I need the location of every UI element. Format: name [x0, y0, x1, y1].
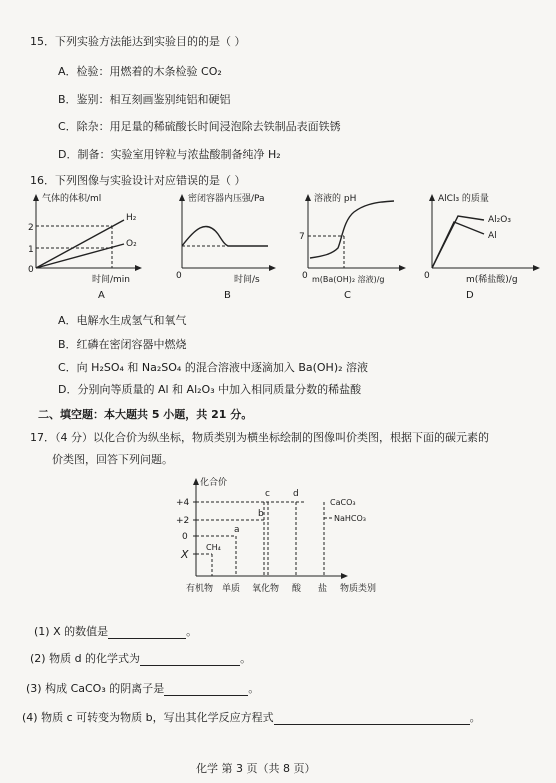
q17-category-salt: 盐 — [318, 584, 328, 594]
graph-a-h2-line — [36, 220, 124, 268]
q16-graph-d — [420, 190, 546, 302]
q17-point-d: d — [293, 489, 299, 499]
graph-d-origin: 0 — [424, 271, 430, 281]
graph-a-o2-line — [36, 244, 124, 268]
graph-b-xlabel: 时间/s — [234, 275, 260, 285]
q17-xlabel: 物质类别 — [340, 584, 377, 594]
graph-d-al-label: Al — [488, 231, 497, 241]
section-fill-in-title: 二、填空题：本大题共 5 小题，共 21 分。 — [38, 408, 253, 421]
q17-sub-3 — [26, 680, 259, 696]
q17-sub-1-blank[interactable] — [108, 626, 186, 639]
q17-sub-4 — [22, 709, 481, 725]
graph-c-ylabel: 溶液的 pH — [314, 194, 357, 204]
q16-option-c: C．向 H₂SO₄ 和 Na₂SO₄ 的混合溶液中逐滴加入 Ba(OH)₂ 溶液 — [58, 361, 369, 374]
graph-c-ph-curve — [310, 201, 394, 258]
q17-valence-class-chart — [168, 474, 390, 598]
graph-c-origin: 0 — [302, 271, 308, 281]
q17-sub-2-blank[interactable] — [140, 653, 240, 666]
page-footer: 化学 第 3 页（共 8 页） — [196, 762, 316, 775]
q17-point-b: b — [258, 509, 264, 519]
graph-a-tick-2: 2 — [28, 223, 34, 233]
q17-stem-line2: 价类图，回答下列问题。 — [52, 453, 173, 466]
q16-option-b: B．红磷在密闭容器中燃烧 — [58, 338, 187, 351]
q17-sub-2-text: (2) 物质 d 的化学式为 — [30, 652, 141, 665]
q16-option-d: D．分别向等质量的 Al 和 Al₂O₃ 中加入相同质量分数的稀盐酸 — [58, 383, 362, 396]
graph-c-label: C — [344, 290, 351, 301]
graph-b-pressure-curve — [182, 226, 268, 246]
graph-c-tick-7: 7 — [299, 232, 305, 242]
q17-ytick-plus2: +2 — [176, 516, 190, 526]
q16-graph-b — [172, 190, 290, 302]
graph-a-ylabel: 气体的体积/ml — [42, 194, 102, 204]
q17-category-element: 单质 — [222, 584, 241, 594]
graph-b-origin: 0 — [176, 271, 182, 281]
graph-a-xlabel: 时间/min — [92, 275, 131, 285]
q17-sub-1-text: (1) X 的数值是 — [34, 625, 109, 638]
graph-a-o2-label: O₂ — [126, 239, 137, 249]
q17-category-oxide: 氧化物 — [252, 584, 280, 594]
graph-a-h2-label: H₂ — [126, 213, 137, 223]
q17-sub-4-end: 。 — [469, 711, 481, 724]
q17-point-c: c — [265, 489, 270, 499]
graph-a-tick-0: 0 — [28, 265, 34, 275]
graph-c-xlabel: m(Ba(OH)₂ 溶液)/g — [312, 275, 385, 284]
q15-option-c: C．除杂：用足量的稀硫酸长时间浸泡除去铁制品表面铁锈 — [58, 120, 341, 133]
q17-sub-4-blank[interactable] — [274, 712, 470, 725]
graph-a-label: A — [98, 290, 105, 301]
q17-sub-1 — [34, 623, 197, 639]
graph-b-ylabel: 密闭容器内压强/Pa — [188, 194, 265, 204]
q17-label-caco3: CaCO₃ — [330, 498, 356, 507]
graph-d-xlabel: m(稀盐酸)/g — [466, 275, 518, 285]
q17-sub-4-text: (4) 物质 c 可转变为物质 b，写出其化学反应方程式 — [22, 711, 274, 724]
q17-ylabel: 化合价 — [200, 478, 228, 488]
q15-option-b: B．鉴别：相互刻画鉴别纯铝和硬铝 — [58, 93, 231, 106]
q17-label-nahco3: NaHCO₃ — [334, 514, 366, 523]
q17-category-acid: 酸 — [292, 584, 302, 594]
q17-ytick-0: 0 — [182, 532, 188, 542]
q16-graph-c — [298, 190, 416, 302]
q17-stem-line1: 17．（4 分）以化合价为纵坐标，物质类别为横坐标绘制的图像叫价类图，根据下面的碳元素的 — [30, 431, 489, 444]
q17-ytick-x: X — [181, 548, 189, 561]
graph-d-al2o3-label: Al₂O₃ — [488, 215, 511, 225]
q15-option-a: A．检验：用燃着的木条检验 CO₂ — [58, 65, 222, 78]
q17-sub-3-end: 。 — [248, 682, 260, 695]
q17-sub-1-end: 。 — [186, 625, 198, 638]
q16-stem: 16．下列图像与实验设计对应错误的是（ ） — [30, 174, 246, 187]
q16-graph-a — [26, 190, 156, 302]
q17-ytick-plus4: +4 — [176, 498, 190, 508]
q17-category-organic: 有机物 — [186, 584, 214, 594]
q17-point-ch4: CH₄ — [206, 543, 221, 552]
q15-stem: 15．下列实验方法能达到实验目的的是（ ） — [30, 35, 246, 48]
q17-sub-2-end: 。 — [240, 652, 252, 665]
graph-d-label: D — [466, 290, 474, 301]
graph-d-ylabel: AlCl₃ 的质量 — [438, 194, 489, 204]
q17-sub-2 — [30, 650, 251, 666]
graph-b-label: B — [224, 290, 231, 301]
graph-a-tick-1: 1 — [28, 245, 34, 255]
q16-option-a: A．电解水生成氢气和氧气 — [58, 314, 187, 327]
q17-sub-3-blank[interactable] — [164, 683, 248, 696]
q17-point-a: a — [234, 525, 240, 535]
graph-d-al-line — [432, 222, 484, 268]
q17-sub-3-text: (3) 构成 CaCO₃ 的阴离子是 — [26, 682, 165, 695]
q15-option-d: D．制备：实验室用锌粒与浓盐酸制备纯净 H₂ — [58, 148, 281, 161]
